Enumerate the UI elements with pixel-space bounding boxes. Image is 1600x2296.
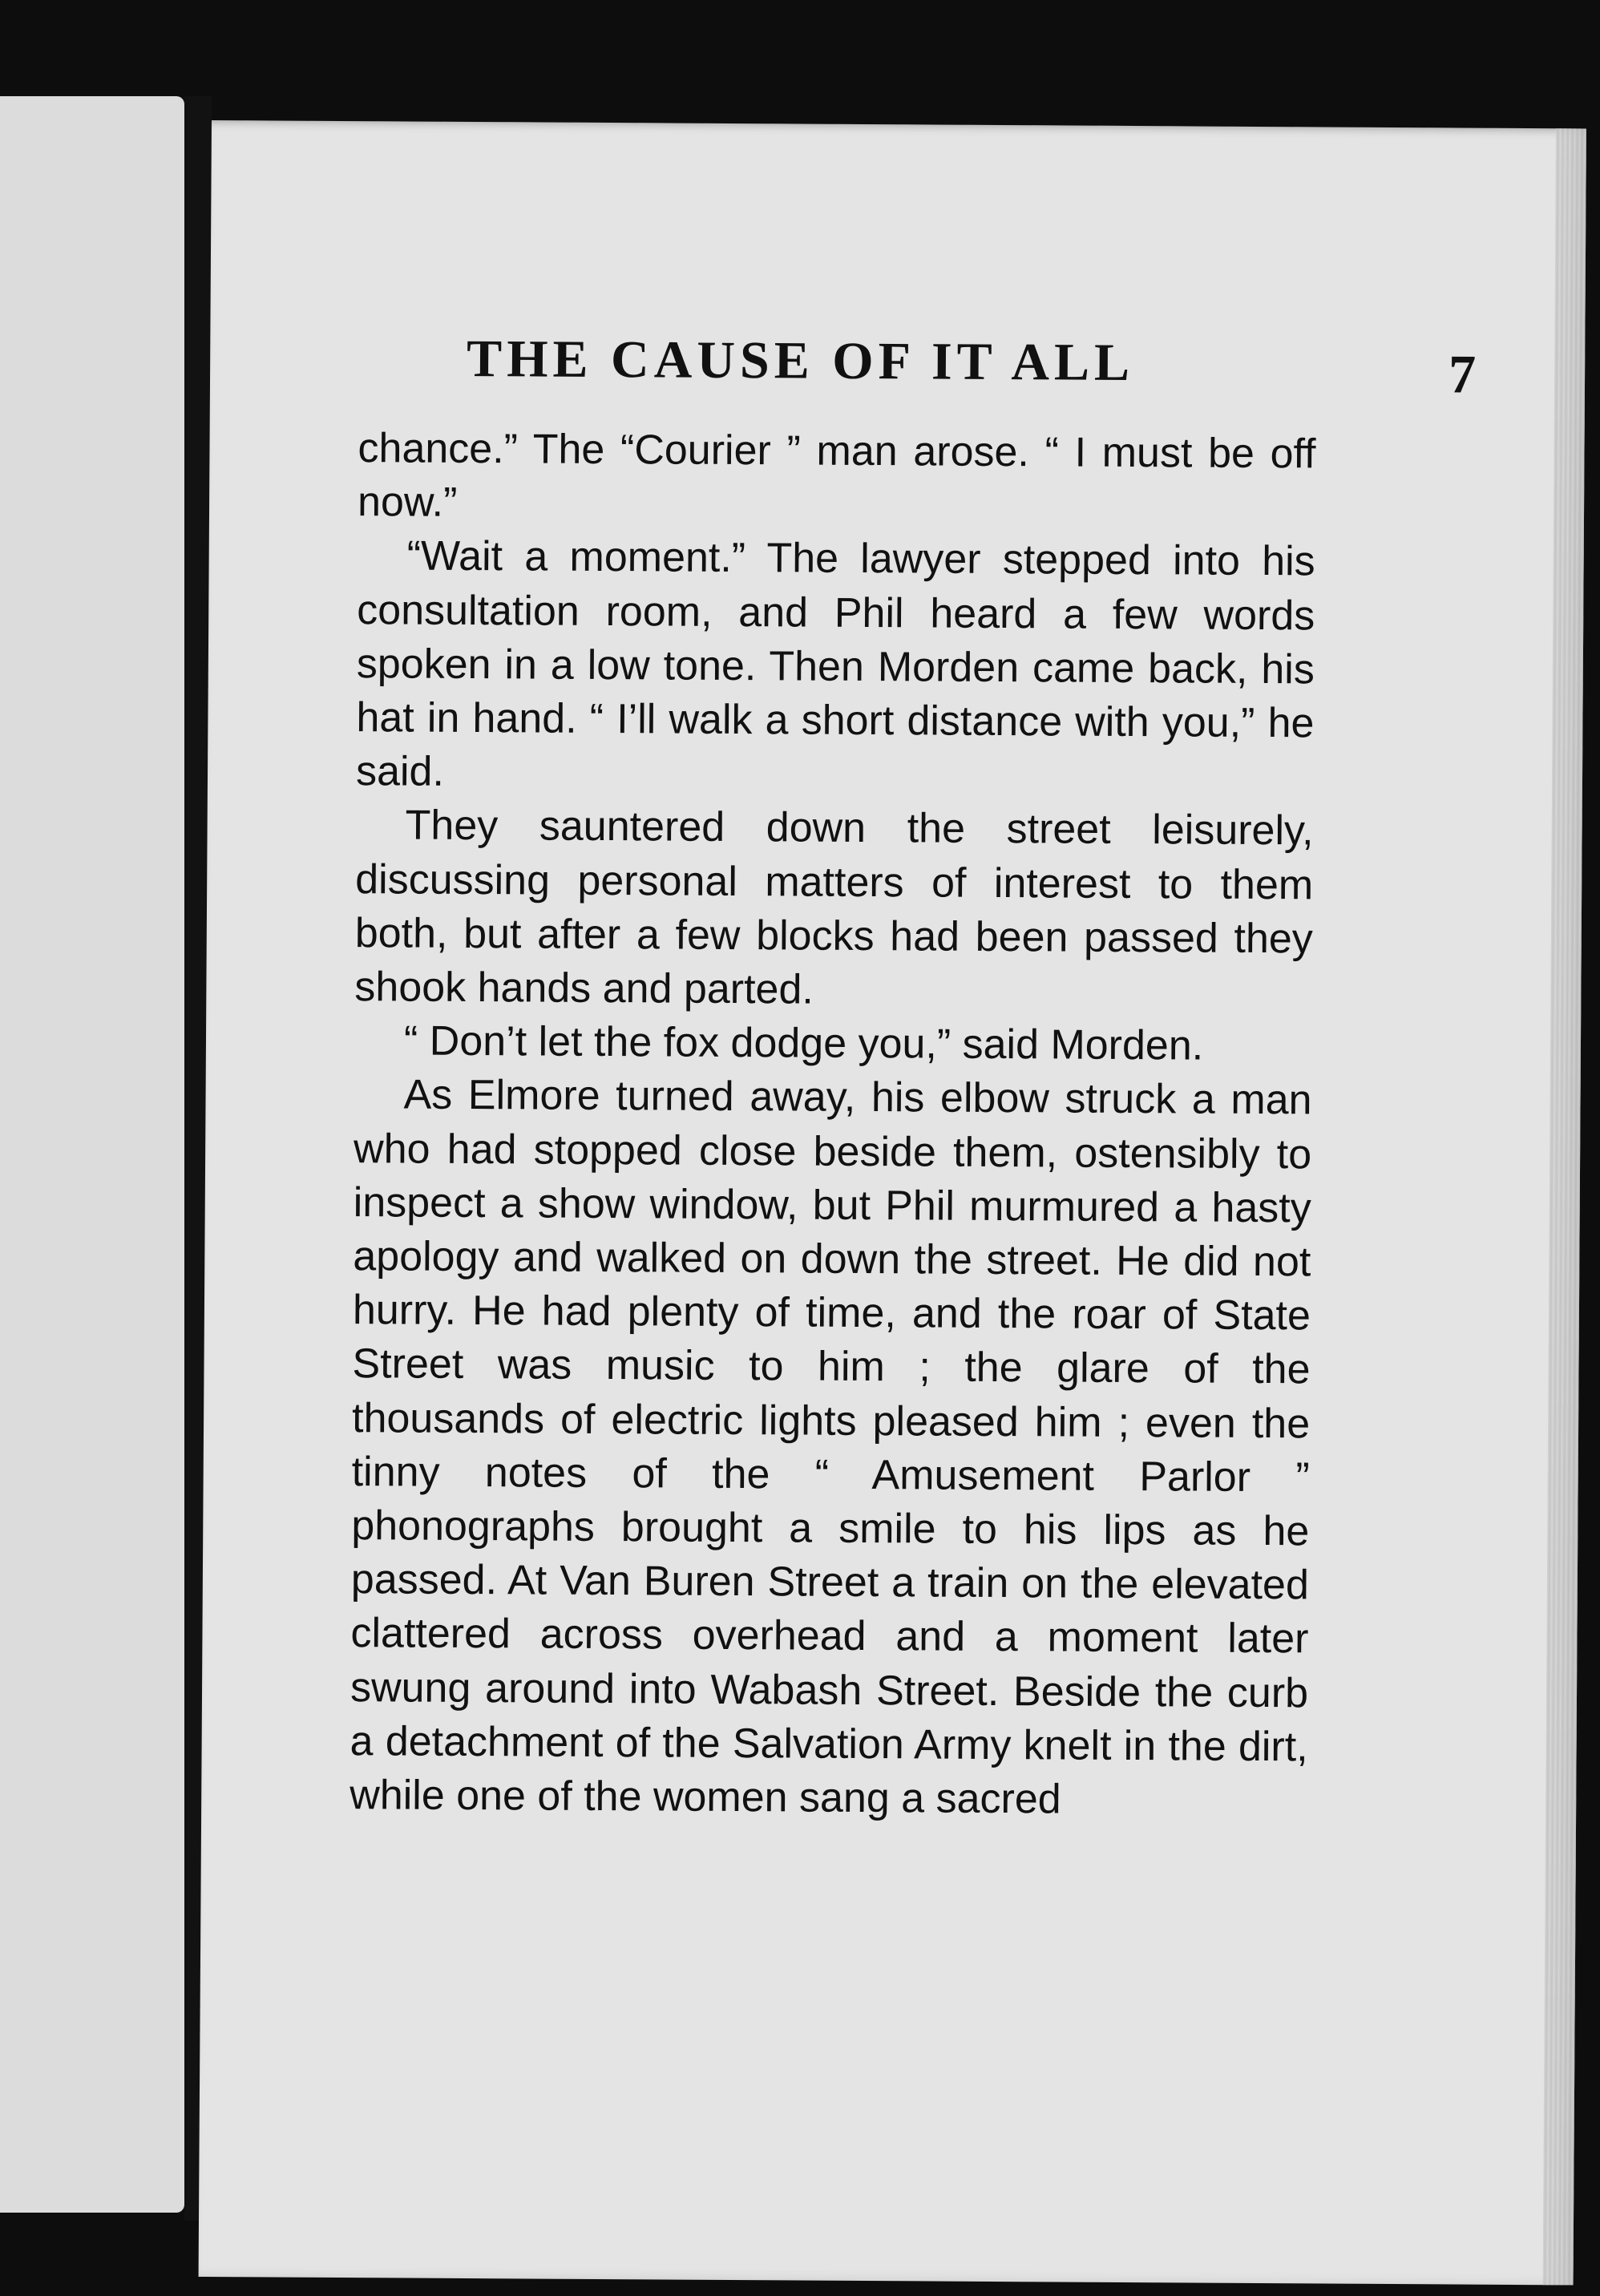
paragraph-4: “ Don’t let the fox dodge you,” said Morden. [403, 1017, 1204, 1069]
paragraph-1: chance.” The “Courier ” man arose. “ I must be off now.” [357, 425, 1316, 527]
paragraph-3: They sauntered down the street leisurely, discussing personal matters of interest to them both, but after a few blocks had been passed they shook hands and parted. [354, 802, 1314, 1013]
page-stack-edge [1543, 128, 1586, 2285]
paragraph-5: As Elmore turned away, his elbow struck a man who had stopped close beside them, ostensibly to inspect a show window, but Phil murmured a hasty apology and walked on down the street. He did not hurry. He had plenty of time, and the roar of State Street was music to him ; the glare of the thousands of electric lights pleased him ; even the tinny notes of the “ Amusement Parlor ” phonographs brought a smile to his lips as he passed. At Van Buren Street a train on the elevated clattered across overhead and a moment later swung around into Wabash Street. Beside the curb a detachment of the Salvation Army knelt in the dirt, while one of the women sang a sacred [349, 1071, 1312, 1823]
paragraph-2: “Wait a moment.” The lawyer stepped into his consultation room, and Phil heard a few words spoken in a low tone. Then Morden came back, his hat in hand. “ I’ll walk a short distance with you,” he said. [355, 532, 1315, 796]
body-text [349, 422, 1316, 1829]
book-page [199, 120, 1586, 2285]
running-head [358, 328, 1545, 407]
running-title: THE CAUSE OF IT ALL [466, 329, 1135, 393]
page-number: 7 [1448, 343, 1477, 405]
previous-page-edge [0, 96, 184, 2213]
